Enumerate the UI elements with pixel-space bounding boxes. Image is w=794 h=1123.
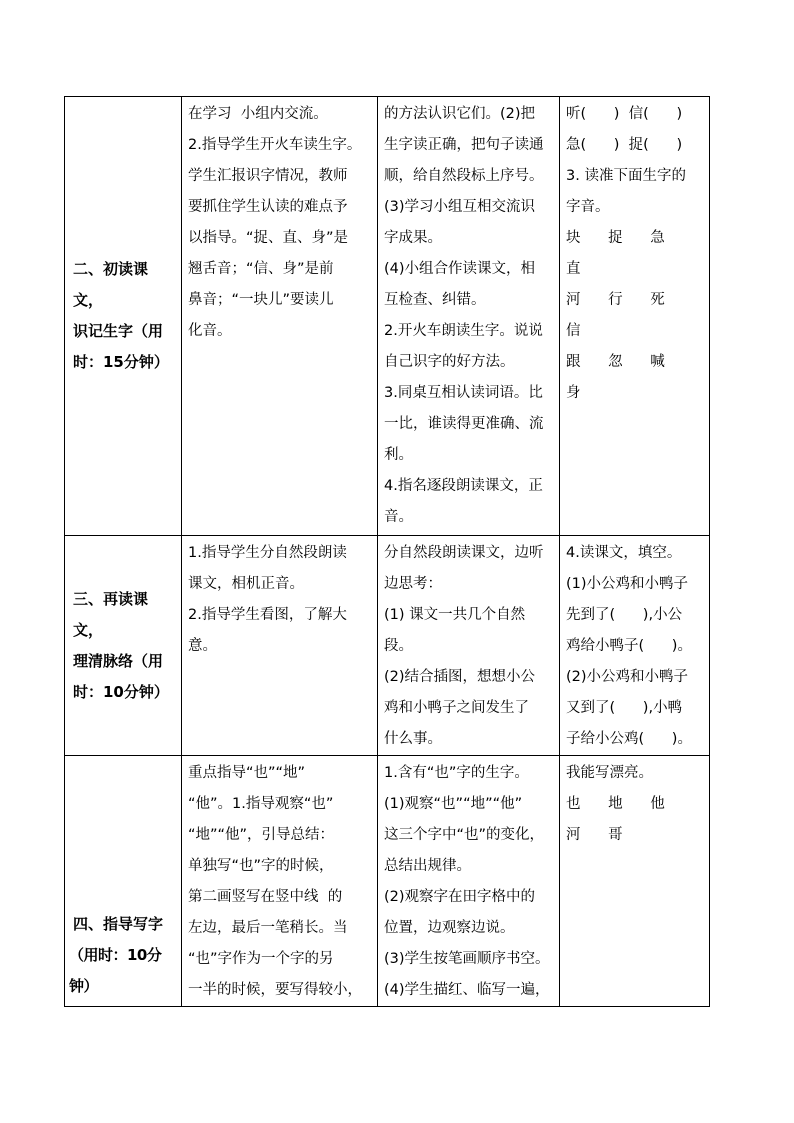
text-line: 学生汇报识字情况，教师 <box>188 168 348 184</box>
text-line: 这三个字中“也”的变化， <box>384 827 545 843</box>
text-line: 块 捉 急 <box>566 230 665 246</box>
text-line: “也”字作为一个字的另 <box>188 951 334 967</box>
text-line: “他”。1.指导观察“也” <box>188 796 334 812</box>
text-line: (3)学生按笔画顺序书空。 <box>384 951 550 967</box>
text-line: 的方法认识它们。(2)把 <box>384 106 536 122</box>
text-line: 什么事。 <box>384 731 442 747</box>
stage-line: （用时：10分钟） <box>69 946 162 995</box>
text-line: 1.指导学生分自然段朗读 <box>188 545 347 561</box>
practice-cell <box>560 97 710 536</box>
text-line: 信 <box>566 323 581 339</box>
text-line: 课文，相机正音。 <box>188 576 304 592</box>
teacher-activity-cell <box>182 536 378 756</box>
text-line: 音。 <box>384 509 413 525</box>
text-line: 互检查、纠错。 <box>384 292 486 308</box>
text-line: 边思考： <box>384 576 442 592</box>
stage-line: 时：10分钟） <box>73 682 169 701</box>
teacher-activity-cell <box>182 756 378 1007</box>
text-line: 先到了( ),小公 <box>566 607 683 623</box>
text-line: 字音。 <box>566 199 610 215</box>
text-line: 鼻音；“一块儿”要读儿 <box>188 292 334 308</box>
text-line: 子给小公鸡( )。 <box>566 731 692 747</box>
text-line: 鸡给小鸭子( )。 <box>566 638 692 654</box>
text-line: 也 地 他 <box>566 796 665 812</box>
text-line: 跟 忽 喊 <box>566 354 665 370</box>
lesson-plan-table <box>64 96 710 1007</box>
text-line: 第二画竖写在竖中线 的 <box>188 889 343 905</box>
text-line: (2)结合插图，想想小公 <box>384 669 536 685</box>
text-line: 化音。 <box>188 323 232 339</box>
text-line: 分自然段朗读课文，边听 <box>384 545 544 561</box>
stage-cell <box>65 756 182 1007</box>
stage-line: 三、再读课文， <box>73 589 149 639</box>
stage-line: 识记生字（用 <box>73 322 164 340</box>
stage-line: 二、初读课文， <box>73 260 149 309</box>
text-line: 总结出规律。 <box>384 858 471 874</box>
text-line: (1)观察“也”“地”“他” <box>384 796 523 812</box>
text-line: 一半的时候，要写得较小， <box>188 982 362 998</box>
text-line: 河 哥 <box>566 827 623 843</box>
stage-cell <box>65 97 182 536</box>
text-line: 段。 <box>384 638 413 654</box>
text-line: 3.同桌互相认读词语。比 <box>384 385 543 401</box>
text-line: (1)小公鸡和小鸭子 <box>566 576 689 592</box>
text-line: 顺，给自然段标上序号。 <box>384 168 544 184</box>
text-line: (3)学习小组互相交流识 <box>384 199 536 215</box>
text-line: 要抓住学生认读的难点予 <box>188 199 348 215</box>
text-line: 重点指导“也”“地” <box>188 765 306 781</box>
table-row <box>65 97 710 536</box>
stage-line: 四、指导写字 <box>73 915 164 933</box>
text-line: 一比，谁读得更准确、流 <box>384 416 544 432</box>
text-line: 直 <box>566 261 581 277</box>
table-row <box>65 536 710 756</box>
text-line: 听( ) 信( ) <box>566 106 683 122</box>
stage-cell <box>65 536 182 756</box>
text-line: (1) 课文一共几个自然 <box>384 607 526 623</box>
practice-cell <box>560 536 710 756</box>
text-line: 身 <box>566 385 581 401</box>
text-line: 又到了( ),小鸭 <box>566 700 683 716</box>
text-line: 4.读课文，填空。 <box>566 545 682 561</box>
text-line: 利。 <box>384 447 413 463</box>
text-line: 自己识字的好方法。 <box>384 354 515 370</box>
text-line: 我能写漂亮。 <box>566 765 653 781</box>
stage-line: 时：15分钟） <box>73 353 169 371</box>
text-line: (4)小组合作读课文，相 <box>384 261 536 277</box>
text-line: 在学习 小组内交流。 <box>188 106 328 122</box>
text-line: 4.指名逐段朗读课文，正 <box>384 478 543 494</box>
table-row <box>65 756 710 1007</box>
teacher-activity-cell <box>182 97 378 536</box>
text-line: 意。 <box>188 638 217 654</box>
text-line: 字成果。 <box>384 230 442 246</box>
text-line: 1.含有“也”字的生字。 <box>384 765 529 781</box>
text-line: 急( ) 捉( ) <box>566 137 683 153</box>
text-line: (4)学生描红、临写一遍， <box>384 982 550 998</box>
student-activity-cell <box>378 536 560 756</box>
text-line: 3. 读准下面生字的 <box>566 168 686 184</box>
text-line: 河 行 死 <box>566 292 665 308</box>
student-activity-cell <box>378 97 560 536</box>
text-line: 2.开火车朗读生字。说说 <box>384 323 543 339</box>
text-line: “地”“他”，引导总结： <box>188 827 335 843</box>
text-line: (2)观察字在田字格中的 <box>384 889 536 905</box>
text-line: 生字读正确，把句子读通 <box>384 137 544 153</box>
practice-cell <box>560 756 710 1007</box>
text-line: 位置，边观察边说。 <box>384 920 515 936</box>
text-line: (2)小公鸡和小鸭子 <box>566 669 689 685</box>
text-line: 左边，最后一笔稍长。当 <box>188 920 348 936</box>
text-line: 2.指导学生看图，了解大 <box>188 607 347 623</box>
text-line: 2.指导学生开火车读生字。 <box>188 137 362 153</box>
text-line: 单独写“也”字的时候， <box>188 858 334 874</box>
text-line: 以指导。“捉、直、身”是 <box>188 230 349 246</box>
text-line: 鸡和小鸭子之间发生了 <box>384 700 529 716</box>
student-activity-cell <box>378 756 560 1007</box>
stage-line: 理清脉络（用 <box>73 651 164 670</box>
text-line: 翘舌音；“信、身”是前 <box>188 261 334 277</box>
